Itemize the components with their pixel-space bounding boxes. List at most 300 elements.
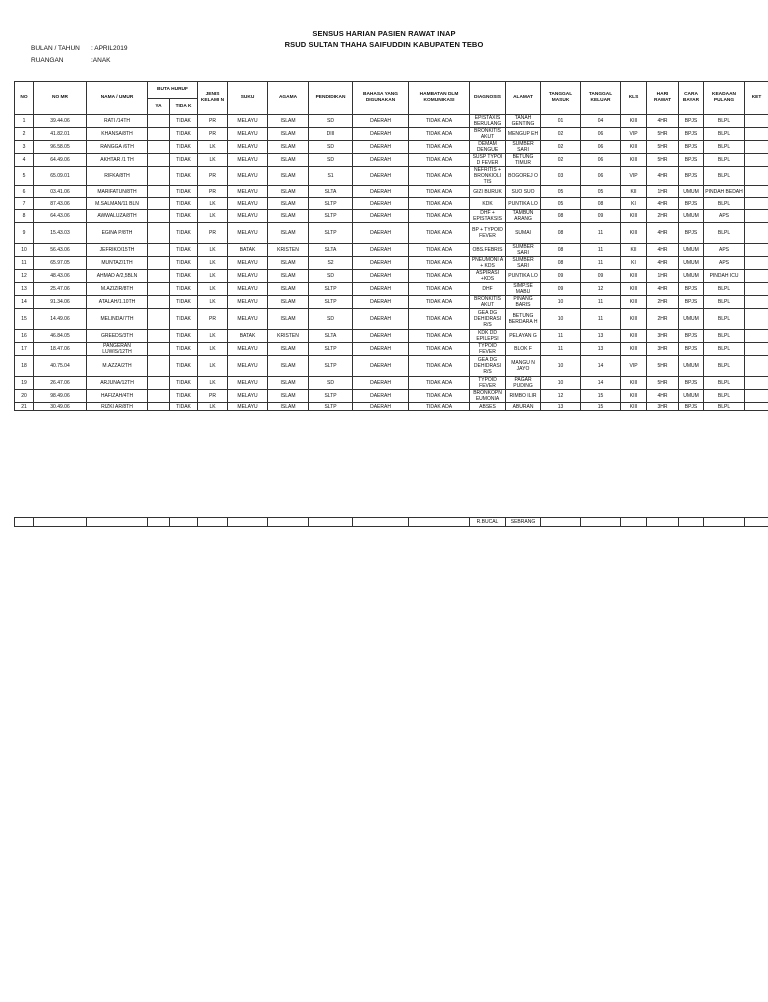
- cell-keluar: 09: [581, 270, 621, 283]
- cell-hambatan: TIDAK ADA: [409, 377, 470, 390]
- cell-alamat: BETUNG TIMUR: [506, 154, 541, 167]
- cell-ya: [148, 330, 170, 343]
- col-tanggal-keluar: TANGGAL KELUAR: [581, 82, 621, 115]
- cell-tidak: TIDAK: [170, 223, 198, 244]
- cell-kls: KII: [621, 186, 647, 198]
- cell-keadaan: BLPL: [704, 223, 745, 244]
- cell-tidak: TIDAK: [170, 141, 198, 154]
- cell-diagnosis: DEMAM DENGUE: [470, 141, 506, 154]
- cell-bahasa: DAERAH: [353, 330, 409, 343]
- cell-ya: [148, 198, 170, 210]
- cell-masuk: 08: [541, 210, 581, 223]
- cell-jk: PR: [198, 390, 228, 403]
- cell-jk: LK: [198, 141, 228, 154]
- cell-kls: VIP: [621, 356, 647, 377]
- cell-no: 3: [15, 141, 34, 154]
- cell-hambatan: TIDAK ADA: [409, 223, 470, 244]
- cell-keluar: 14: [581, 356, 621, 377]
- cell-hari: 5HR: [647, 141, 679, 154]
- cell-hari: 4HR: [647, 244, 679, 257]
- cell-masuk: 09: [541, 270, 581, 283]
- cell-tidak: TIDAK: [170, 270, 198, 283]
- col-buta-huruf: BUTA HURUF: [148, 82, 198, 99]
- cell-hambatan: TIDAK ADA: [409, 198, 470, 210]
- cell-keadaan: BLPL: [704, 330, 745, 343]
- cell-jk: LK: [198, 377, 228, 390]
- cell-no: 9: [15, 223, 34, 244]
- cell-tidak: TIDAK: [170, 296, 198, 309]
- cell-cara-bayar: UMUM: [679, 356, 704, 377]
- cell-suku: MELAYU: [228, 115, 268, 128]
- cell-tidak: TIDAK: [170, 356, 198, 377]
- cell-no: 11: [15, 257, 34, 270]
- cell-agama: ISLAM: [268, 223, 309, 244]
- cell-bahasa: DAERAH: [353, 403, 409, 411]
- period-label: BULAN / TAHUN: [31, 45, 80, 52]
- cell-keluar: 04: [581, 115, 621, 128]
- cell-alamat: PAGAR PUDING: [506, 377, 541, 390]
- cell-kls: VIP: [621, 128, 647, 141]
- cell-jk: LK: [198, 283, 228, 296]
- cell-hari: 3HR: [647, 330, 679, 343]
- cell-hari: 4HR: [647, 115, 679, 128]
- cell-tidak: TIDAK: [170, 343, 198, 356]
- cell-keluar: 11: [581, 309, 621, 330]
- summary-diagnosis: R.BUCAL: [470, 518, 506, 527]
- cell-cara-bayar: BPJS: [679, 283, 704, 296]
- cell-hari: 5HR: [647, 128, 679, 141]
- cell-jk: PR: [198, 223, 228, 244]
- cell-pendidikan: SLTP: [309, 198, 353, 210]
- cell-agama: ISLAM: [268, 356, 309, 377]
- cell-diagnosis: KDK: [470, 198, 506, 210]
- cell-keadaan: BLPL: [704, 356, 745, 377]
- cell-ya: [148, 343, 170, 356]
- cell-ya: [148, 377, 170, 390]
- cell-pendidikan: SLTP: [309, 403, 353, 411]
- cell-bahasa: DAERAH: [353, 186, 409, 198]
- cell-masuk: 08: [541, 244, 581, 257]
- cell-nama: RIZKI AR/8TH: [87, 403, 148, 411]
- cell-no: 4: [15, 154, 34, 167]
- cell-hari: 4HR: [647, 223, 679, 244]
- cell-hari: 2HR: [647, 296, 679, 309]
- cell-suku: MELAYU: [228, 167, 268, 186]
- cell-keluar: 13: [581, 343, 621, 356]
- cell-hambatan: TIDAK ADA: [409, 343, 470, 356]
- cell-keluar: 06: [581, 167, 621, 186]
- cell-ket: [745, 270, 768, 283]
- cell-ket: [745, 403, 768, 411]
- cell-masuk: 12: [541, 390, 581, 403]
- cell-nomr: 03.41.06: [34, 186, 87, 198]
- cell-masuk: 02: [541, 128, 581, 141]
- cell-pendidikan: SLTA: [309, 186, 353, 198]
- cell-nomr: 56.43.06: [34, 244, 87, 257]
- cell-no: 18: [15, 356, 34, 377]
- cell-nama: PANGERAN LUWIS/12TH: [87, 343, 148, 356]
- cell-alamat: RIMBO ILIR: [506, 390, 541, 403]
- cell-keadaan: BLPL: [704, 141, 745, 154]
- cell-hambatan: TIDAK ADA: [409, 356, 470, 377]
- cell-bahasa: DAERAH: [353, 210, 409, 223]
- cell-keadaan: PINDAH BEDAH: [704, 186, 745, 198]
- cell-jk: PR: [198, 186, 228, 198]
- cell-keluar: 08: [581, 198, 621, 210]
- cell-jk: LK: [198, 210, 228, 223]
- cell-hambatan: TIDAK ADA: [409, 283, 470, 296]
- cell-bahasa: DAERAH: [353, 356, 409, 377]
- cell-nama: EGINA P/8TH: [87, 223, 148, 244]
- table-row: [15, 115, 768, 128]
- table-row: [15, 356, 768, 377]
- cell-ya: [148, 223, 170, 244]
- cell-agama: ISLAM: [268, 343, 309, 356]
- cell-suku: MELAYU: [228, 390, 268, 403]
- cell-kls: KIII: [621, 343, 647, 356]
- cell-nama: KHANSA/8TH: [87, 128, 148, 141]
- cell-no: 20: [15, 390, 34, 403]
- cell-tidak: TIDAK: [170, 244, 198, 257]
- cell-agama: ISLAM: [268, 283, 309, 296]
- table-row: [15, 257, 768, 270]
- cell-alamat: BETUNG BERDARA H: [506, 309, 541, 330]
- table-row: [15, 403, 768, 411]
- cell-keluar: 11: [581, 296, 621, 309]
- cell-tidak: TIDAK: [170, 390, 198, 403]
- cell-cara-bayar: BPJS: [679, 115, 704, 128]
- cell-hambatan: TIDAK ADA: [409, 186, 470, 198]
- cell-hari: 5HR: [647, 356, 679, 377]
- cell-nomr: 18.47.06: [34, 343, 87, 356]
- cell-bahasa: DAERAH: [353, 141, 409, 154]
- cell-suku: MELAYU: [228, 283, 268, 296]
- cell-hambatan: TIDAK ADA: [409, 244, 470, 257]
- cell-agama: ISLAM: [268, 154, 309, 167]
- cell-nomr: 41.82.01: [34, 128, 87, 141]
- cell-jk: LK: [198, 244, 228, 257]
- cell-ya: [148, 167, 170, 186]
- cell-keadaan: APS: [704, 257, 745, 270]
- cell-diagnosis: BRONKITIS AKUT: [470, 296, 506, 309]
- cell-nama: RANGGA /6TH: [87, 141, 148, 154]
- table-row: [15, 154, 768, 167]
- cell-ya: [148, 154, 170, 167]
- table-row: [15, 244, 768, 257]
- cell-suku: MELAYU: [228, 343, 268, 356]
- col-pendidikan: PENDIDIKAN: [309, 82, 353, 115]
- cell-cara-bayar: BPJS: [679, 128, 704, 141]
- cell-nama: RIFKA/8TH: [87, 167, 148, 186]
- cell-alamat: PELAYAN G: [506, 330, 541, 343]
- cell-kls: KI: [621, 198, 647, 210]
- cell-keadaan: BLPL: [704, 128, 745, 141]
- cell-nama: M.AZIZIR/8TH: [87, 283, 148, 296]
- cell-masuk: 08: [541, 223, 581, 244]
- cell-diagnosis: SUSP TYPOI D FEVER: [470, 154, 506, 167]
- cell-pendidikan: SLTA: [309, 330, 353, 343]
- cell-agama: ISLAM: [268, 115, 309, 128]
- cell-bahasa: DAERAH: [353, 390, 409, 403]
- cell-no: 5: [15, 167, 34, 186]
- cell-cara-bayar: BPJS: [679, 343, 704, 356]
- cell-cara-bayar: UMUM: [679, 390, 704, 403]
- cell-ket: [745, 356, 768, 377]
- cell-ket: [745, 283, 768, 296]
- cell-suku: MELAYU: [228, 403, 268, 411]
- cell-pendidikan: SLTA: [309, 244, 353, 257]
- cell-ya: [148, 141, 170, 154]
- cell-nomr: 64.43.06: [34, 210, 87, 223]
- cell-alamat: BOGOREJ O: [506, 167, 541, 186]
- cell-kls: KIII: [621, 296, 647, 309]
- cell-hari: 3HR: [647, 343, 679, 356]
- cell-pendidikan: SD: [309, 309, 353, 330]
- cell-hari: 3HR: [647, 403, 679, 411]
- cell-nama: ARJUNA/12TH: [87, 377, 148, 390]
- cell-keadaan: BLPL: [704, 154, 745, 167]
- cell-jk: LK: [198, 296, 228, 309]
- cell-keluar: 14: [581, 377, 621, 390]
- cell-keluar: 05: [581, 186, 621, 198]
- table-row: [15, 343, 768, 356]
- col-suku: SUKU: [228, 82, 268, 115]
- cell-kls: KI: [621, 257, 647, 270]
- cell-nama: MUNTAZ/1TH: [87, 257, 148, 270]
- cell-ket: [745, 377, 768, 390]
- cell-pendidikan: SLTP: [309, 356, 353, 377]
- cell-ya: [148, 309, 170, 330]
- cell-agama: ISLAM: [268, 270, 309, 283]
- cell-pendidikan: SLTP: [309, 390, 353, 403]
- hospital-name: RSUD SULTAN THAHA SAIFUDDIN KABUPATEN TEBO: [284, 40, 484, 49]
- cell-hari: 2HR: [647, 309, 679, 330]
- cell-nomr: 48.43.06: [34, 270, 87, 283]
- cell-cara-bayar: UMUM: [679, 309, 704, 330]
- cell-ket: [745, 309, 768, 330]
- cell-jk: LK: [198, 356, 228, 377]
- cell-tidak: TIDAK: [170, 186, 198, 198]
- cell-kls: KIII: [621, 223, 647, 244]
- cell-diagnosis: NEFRITIS + BRONKIOLI TIS: [470, 167, 506, 186]
- cell-pendidikan: SD: [309, 154, 353, 167]
- cell-jk: LK: [198, 154, 228, 167]
- cell-nama: AHMAD A/2,5BLN: [87, 270, 148, 283]
- cell-hambatan: TIDAK ADA: [409, 390, 470, 403]
- col-kls: KLS: [621, 82, 647, 115]
- cell-hambatan: TIDAK ADA: [409, 403, 470, 411]
- cell-bahasa: DAERAH: [353, 283, 409, 296]
- cell-ya: [148, 296, 170, 309]
- table-row: [15, 186, 768, 198]
- cell-keluar: 06: [581, 128, 621, 141]
- cell-hambatan: TIDAK ADA: [409, 210, 470, 223]
- cell-jk: PR: [198, 167, 228, 186]
- cell-no: 10: [15, 244, 34, 257]
- cell-no: 16: [15, 330, 34, 343]
- cell-kls: KIII: [621, 330, 647, 343]
- cell-kls: KIII: [621, 377, 647, 390]
- cell-bahasa: DAERAH: [353, 154, 409, 167]
- cell-bahasa: DAERAH: [353, 115, 409, 128]
- col-nomr: NO MR: [34, 82, 87, 115]
- cell-ket: [745, 343, 768, 356]
- col-jenis-kelamin: JENIS KELAMI N: [198, 82, 228, 115]
- cell-kls: KIII: [621, 283, 647, 296]
- cell-jk: LK: [198, 198, 228, 210]
- cell-suku: MELAYU: [228, 154, 268, 167]
- cell-bahasa: DAERAH: [353, 128, 409, 141]
- cell-masuk: 09: [541, 283, 581, 296]
- cell-tidak: TIDAK: [170, 330, 198, 343]
- room-line: [31, 57, 111, 64]
- cell-diagnosis: GIZI BURUK: [470, 186, 506, 198]
- census-table: [14, 81, 768, 411]
- cell-ket: [745, 141, 768, 154]
- cell-no: 14: [15, 296, 34, 309]
- cell-keadaan: BLPL: [704, 390, 745, 403]
- cell-keluar: 11: [581, 223, 621, 244]
- cell-keadaan: BLPL: [704, 296, 745, 309]
- cell-nama: ATALAH/1.10TH: [87, 296, 148, 309]
- cell-keadaan: BLPL: [704, 115, 745, 128]
- cell-nomr: 96.58.05: [34, 141, 87, 154]
- summary-row-table: [14, 517, 768, 527]
- cell-ya: [148, 270, 170, 283]
- cell-nomr: 64.49.06: [34, 154, 87, 167]
- cell-kls: KIII: [621, 210, 647, 223]
- cell-keluar: 11: [581, 257, 621, 270]
- cell-alamat: SUMBER SARI: [506, 244, 541, 257]
- cell-keadaan: BLPL: [704, 343, 745, 356]
- cell-agama: KRISTEN: [268, 330, 309, 343]
- cell-hambatan: TIDAK ADA: [409, 115, 470, 128]
- table-row: [15, 330, 768, 343]
- cell-alamat: BLOK F: [506, 343, 541, 356]
- cell-nomr: 65.09.01: [34, 167, 87, 186]
- period-line: [31, 45, 128, 52]
- cell-ya: [148, 244, 170, 257]
- cell-alamat: SUO SUO: [506, 186, 541, 198]
- cell-no: 15: [15, 309, 34, 330]
- cell-ket: [745, 330, 768, 343]
- cell-nama: AKHTAR /1 TH: [87, 154, 148, 167]
- cell-cara-bayar: BPJS: [679, 154, 704, 167]
- table-row: [15, 309, 768, 330]
- cell-alamat: PUNTIKA LO: [506, 270, 541, 283]
- cell-diagnosis: BP + TYPOID FEVER: [470, 223, 506, 244]
- cell-agama: ISLAM: [268, 296, 309, 309]
- cell-no: 1: [15, 115, 34, 128]
- cell-cara-bayar: BPJS: [679, 330, 704, 343]
- cell-diagnosis: EPISTAXIS BERULANG: [470, 115, 506, 128]
- table-row: [15, 283, 768, 296]
- cell-keluar: 06: [581, 154, 621, 167]
- cell-suku: MELAYU: [228, 128, 268, 141]
- cell-alamat: SIMP.SE MABU: [506, 283, 541, 296]
- cell-bahasa: DAERAH: [353, 257, 409, 270]
- cell-agama: ISLAM: [268, 198, 309, 210]
- cell-cara-bayar: UMUM: [679, 257, 704, 270]
- cell-ya: [148, 403, 170, 411]
- cell-agama: ISLAM: [268, 390, 309, 403]
- col-tidak: TIDA K: [170, 99, 198, 115]
- room-value: :ANAK: [91, 57, 111, 64]
- cell-bahasa: DAERAH: [353, 343, 409, 356]
- cell-hari: 4HR: [647, 390, 679, 403]
- cell-nama: M.AZZA/2TH: [87, 356, 148, 377]
- cell-nomr: 46.84.05: [34, 330, 87, 343]
- cell-masuk: 11: [541, 343, 581, 356]
- cell-tidak: TIDAK: [170, 403, 198, 411]
- cell-agama: ISLAM: [268, 210, 309, 223]
- cell-masuk: 05: [541, 198, 581, 210]
- col-nama: NAMA / UMUR: [87, 82, 148, 115]
- cell-nomr: 26.47.06: [34, 377, 87, 390]
- cell-tidak: TIDAK: [170, 283, 198, 296]
- cell-cara-bayar: BPJS: [679, 198, 704, 210]
- cell-hari: 1HR: [647, 270, 679, 283]
- cell-alamat: SUMAI: [506, 223, 541, 244]
- cell-pendidikan: SLTP: [309, 283, 353, 296]
- cell-keluar: 15: [581, 403, 621, 411]
- summary-row: [15, 518, 768, 527]
- cell-hambatan: TIDAK ADA: [409, 257, 470, 270]
- cell-ya: [148, 210, 170, 223]
- period-value: : APRIL2019: [91, 45, 128, 52]
- cell-pendidikan: SLTP: [309, 296, 353, 309]
- cell-pendidikan: DIII: [309, 128, 353, 141]
- cell-masuk: 05: [541, 186, 581, 198]
- cell-masuk: 01: [541, 115, 581, 128]
- cell-hambatan: TIDAK ADA: [409, 270, 470, 283]
- cell-pendidikan: SD: [309, 115, 353, 128]
- cell-keluar: 06: [581, 141, 621, 154]
- cell-keluar: 11: [581, 244, 621, 257]
- cell-pendidikan: S1: [309, 167, 353, 186]
- cell-ya: [148, 356, 170, 377]
- cell-keadaan: BLPL: [704, 283, 745, 296]
- cell-hambatan: TIDAK ADA: [409, 309, 470, 330]
- table-row: [15, 390, 768, 403]
- cell-nama: AWWALUZA/8TH: [87, 210, 148, 223]
- cell-nama: GREEDS/3TH: [87, 330, 148, 343]
- cell-no: 19: [15, 377, 34, 390]
- cell-cara-bayar: BPJS: [679, 377, 704, 390]
- cell-keadaan: PINDAH ICU: [704, 270, 745, 283]
- cell-hambatan: TIDAK ADA: [409, 167, 470, 186]
- cell-suku: MELAYU: [228, 141, 268, 154]
- cell-no: 12: [15, 270, 34, 283]
- col-ya: YA: [148, 99, 170, 115]
- cell-keadaan: BLPL: [704, 309, 745, 330]
- cell-pendidikan: SD: [309, 270, 353, 283]
- cell-ket: [745, 296, 768, 309]
- cell-hari: 4HR: [647, 257, 679, 270]
- cell-hari: 5HR: [647, 154, 679, 167]
- cell-agama: ISLAM: [268, 167, 309, 186]
- cell-masuk: 10: [541, 356, 581, 377]
- cell-keadaan: APS: [704, 210, 745, 223]
- cell-no: 17: [15, 343, 34, 356]
- cell-pendidikan: SD: [309, 141, 353, 154]
- cell-keadaan: BLPL: [704, 377, 745, 390]
- cell-cara-bayar: BPJS: [679, 141, 704, 154]
- cell-nomr: 39.44.06: [34, 115, 87, 128]
- document-title: SENSUS HARIAN PASIEN RAWAT INAP: [312, 29, 456, 38]
- cell-hari: 4HR: [647, 198, 679, 210]
- cell-tidak: TIDAK: [170, 154, 198, 167]
